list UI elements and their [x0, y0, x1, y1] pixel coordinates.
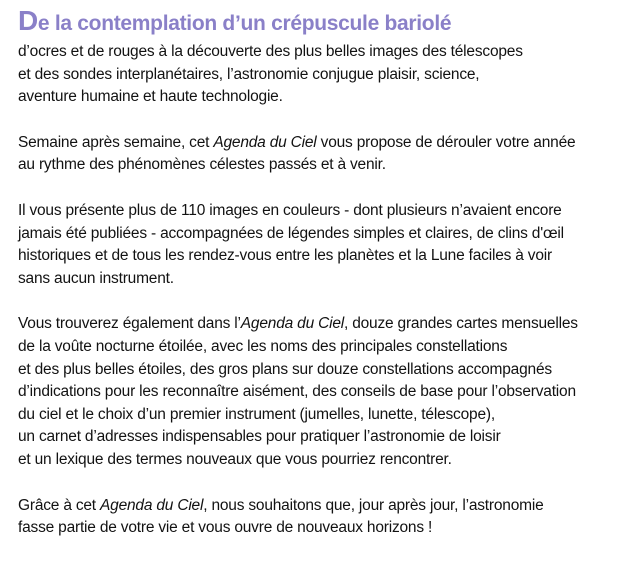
text-segment: jamais été publiées - accompagnées de légendes simples et claires, de clins d'œil — [18, 224, 564, 242]
text-line — [18, 495, 606, 518]
text-line — [18, 313, 606, 336]
text-segment: et des sondes interplanétaires, l’astronomie conjugue plaisir, science, — [18, 65, 480, 83]
text-line — [18, 336, 606, 359]
paragraph — [18, 313, 606, 471]
title-initial: D — [18, 5, 38, 36]
text-segment: Vous trouverez également dans l’ — [18, 315, 241, 333]
body-text — [18, 41, 606, 540]
text-segment: vous propose de dérouler votre année — [316, 133, 576, 151]
text-line — [18, 268, 606, 291]
text-segment: fasse partie de votre vie et vous ouvre de nouveaux horizons ! — [18, 519, 433, 537]
text-line — [18, 426, 606, 449]
text-segment: Semaine après semaine, cet — [18, 133, 214, 151]
text-line — [18, 86, 606, 109]
title-rest: e la contemplation d’un crépuscule bariolé — [37, 12, 452, 35]
paragraph — [18, 200, 606, 290]
text-line — [18, 245, 606, 268]
text-segment: , douze grandes cartes mensuelles — [344, 315, 578, 333]
text-line — [18, 517, 606, 540]
text-segment: historiques et de tous les rendez-vous entre les planètes et la Lune faciles à voir — [18, 247, 552, 265]
text-segment: du ciel et le choix d’un premier instrument (jumelles, lunette, télescope), — [18, 405, 495, 423]
text-line — [18, 132, 606, 155]
book-title-emphasis: Agenda du Ciel — [100, 496, 204, 514]
text-line — [18, 381, 606, 404]
text-segment: Grâce à cet — [18, 496, 101, 514]
paragraph — [18, 132, 606, 177]
text-segment: d’indications pour les reconnaître aisément, des conseils de base pour l’observation — [18, 383, 576, 401]
text-line — [18, 200, 606, 223]
text-segment: un carnet d’adresses indispensables pour pratiquer l’astronomie de loisir — [18, 428, 501, 446]
text-line — [18, 404, 606, 427]
text-segment: et un lexique des termes nouveaux que vous pourriez rencontrer. — [18, 450, 452, 468]
text-line — [18, 154, 606, 177]
text-segment: sans aucun instrument. — [18, 269, 174, 287]
text-segment: au rythme des phénomènes célestes passés et à venir. — [18, 156, 386, 174]
page-title — [18, 5, 606, 37]
text-segment: , nous souhaitons que, jour après jour, l’astronomie — [203, 496, 544, 514]
book-title-emphasis: Agenda du Ciel — [213, 133, 317, 151]
text-segment: et des plus belles étoiles, des gros plans sur douze constellations accompagnés — [18, 360, 552, 378]
book-title-emphasis: Agenda du Ciel — [240, 315, 344, 333]
text-segment: d’ocres et de rouges à la découverte des plus belles images des télescopes — [18, 43, 523, 60]
text-line — [18, 64, 606, 87]
text-line — [18, 359, 606, 382]
paragraph — [18, 495, 606, 540]
text-line — [18, 449, 606, 472]
text-segment: aventure humaine et haute technologie. — [18, 88, 283, 106]
text-segment: Il vous présente plus de 110 images en couleurs - dont plusieurs n’avaient encore — [18, 201, 562, 219]
text-segment: de la voûte nocturne étoilée, avec les noms des principales constellations — [18, 337, 508, 355]
text-line — [18, 223, 606, 246]
paragraph — [18, 41, 606, 109]
text-line — [18, 41, 606, 64]
